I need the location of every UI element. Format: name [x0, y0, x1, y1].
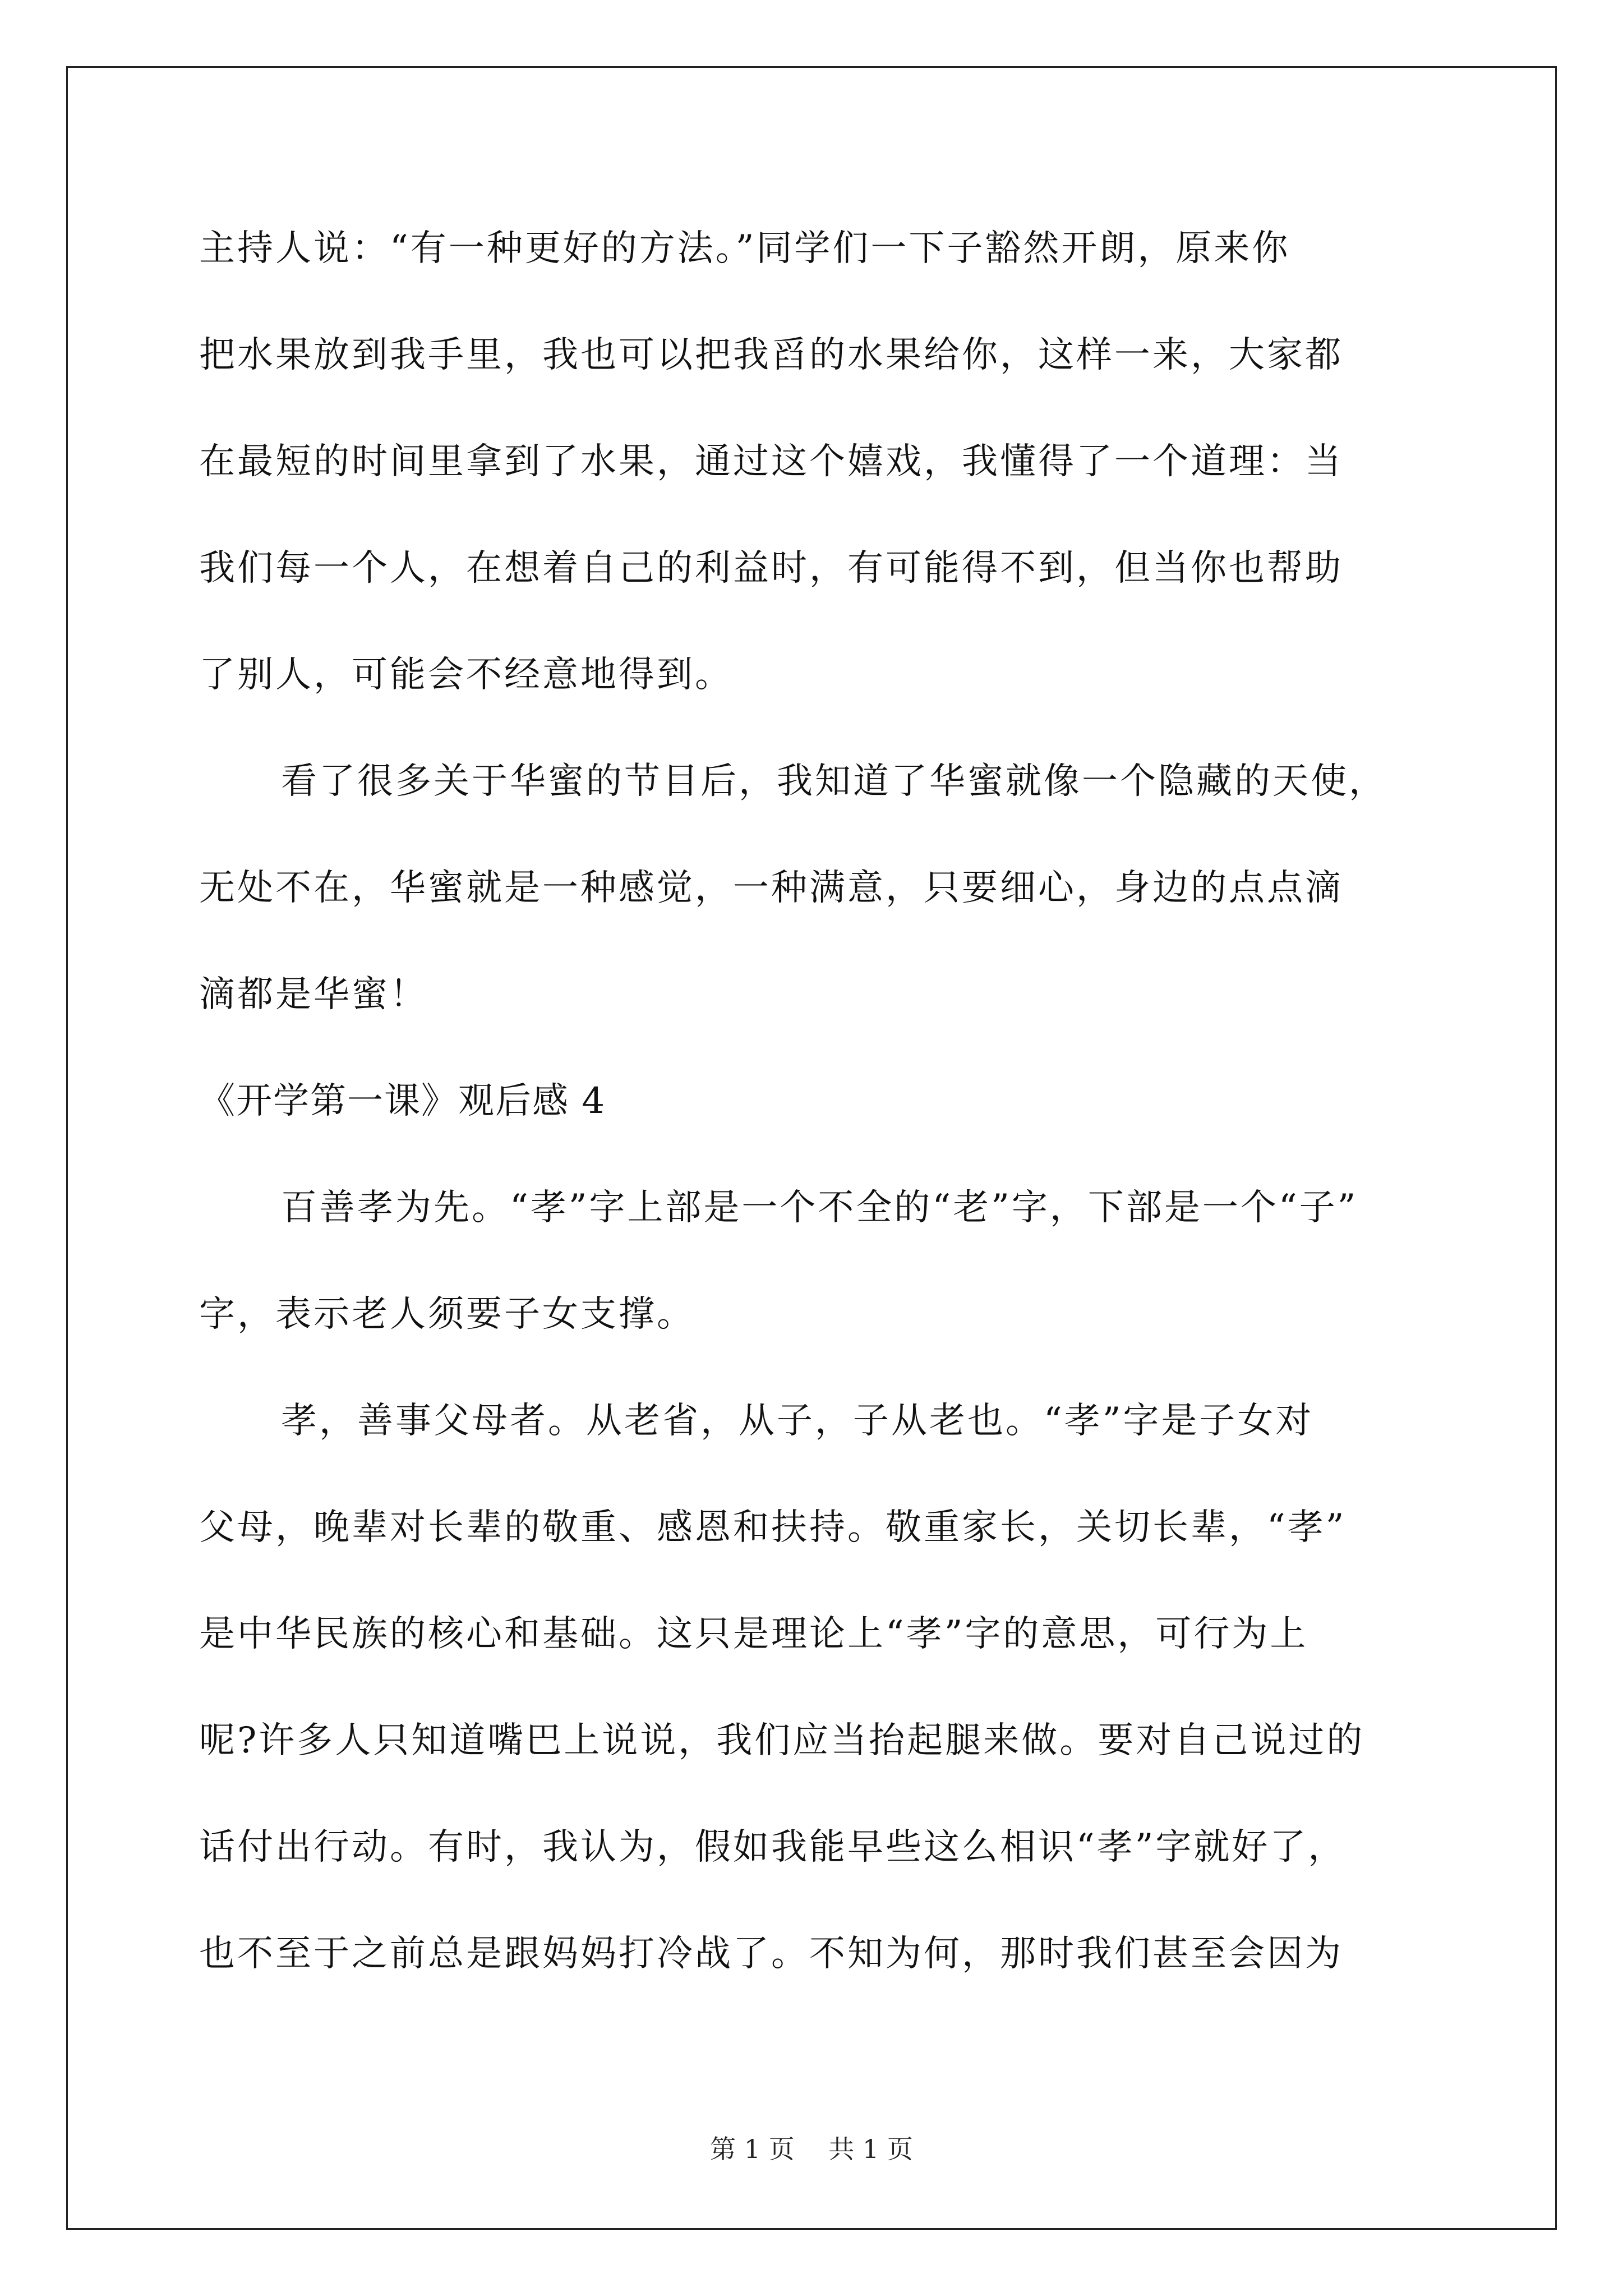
- section-heading: 《开学第一课》观后感 4: [199, 1080, 606, 1122]
- text-line: 也不至于之前总是跟妈妈打冷战了。不知为何，那时我们甚至会因为: [199, 1933, 1343, 1975]
- text-line: 主持人说：“有一种更好的方法。”同学们一下子豁然开朗，原来你: [199, 228, 1290, 269]
- text-line: 话付出行动。有时，我认为，假如我能早些这么相识“孝”字就好了，: [199, 1826, 1347, 1868]
- page-footer: [0, 2129, 1623, 2166]
- text-line: 百善孝为先。“孝”字上部是一个不全的“老”字，下部是一个“子”: [281, 1187, 1358, 1228]
- text-line: 字，表示老人须要子女支撑。: [199, 1294, 695, 1335]
- text-line: 把水果放到我手里，我也可以把我舀的水果给你，这样一来，大家都: [199, 334, 1343, 376]
- text-line: 父母，晚辈对长辈的敬重、感恩和扶持。敬重家长，关切长辈，“孝”: [199, 1507, 1347, 1548]
- text-line: 在最短的时间里拿到了水果，通过这个嬉戏，我懂得了一个道理：当: [199, 441, 1343, 482]
- text-line: 呢?许多人只知道嘴巴上说说，我们应当抬起腿来做。要对自己说过的: [199, 1720, 1365, 1761]
- text-line: 了别人，可能会不经意地得到。: [199, 654, 733, 696]
- text-line: 孝，善事父母者。从老省，从子，子从老也。“孝”字是子女对: [281, 1400, 1314, 1442]
- page-total: 共 1 页: [828, 2134, 913, 2164]
- text-line: 看了很多关于华蜜的节目后，我知道了华蜜就像一个隐藏的天使，: [281, 761, 1387, 802]
- text-line: 滴都是华蜜！: [199, 974, 428, 1015]
- document-body: [199, 206, 1433, 2018]
- text-line: 我们每一个人，在想着自己的利益时，有可能得不到，但当你也帮助: [199, 547, 1343, 589]
- page-number: 第 1 页: [710, 2134, 795, 2164]
- text-line: 是中华民族的核心和基础。这只是理论上“孝”字的意思，可行为上: [199, 1613, 1308, 1655]
- text-line: 无处不在，华蜜就是一种感觉，一种满意，只要细心，身边的点点滴: [199, 867, 1343, 909]
